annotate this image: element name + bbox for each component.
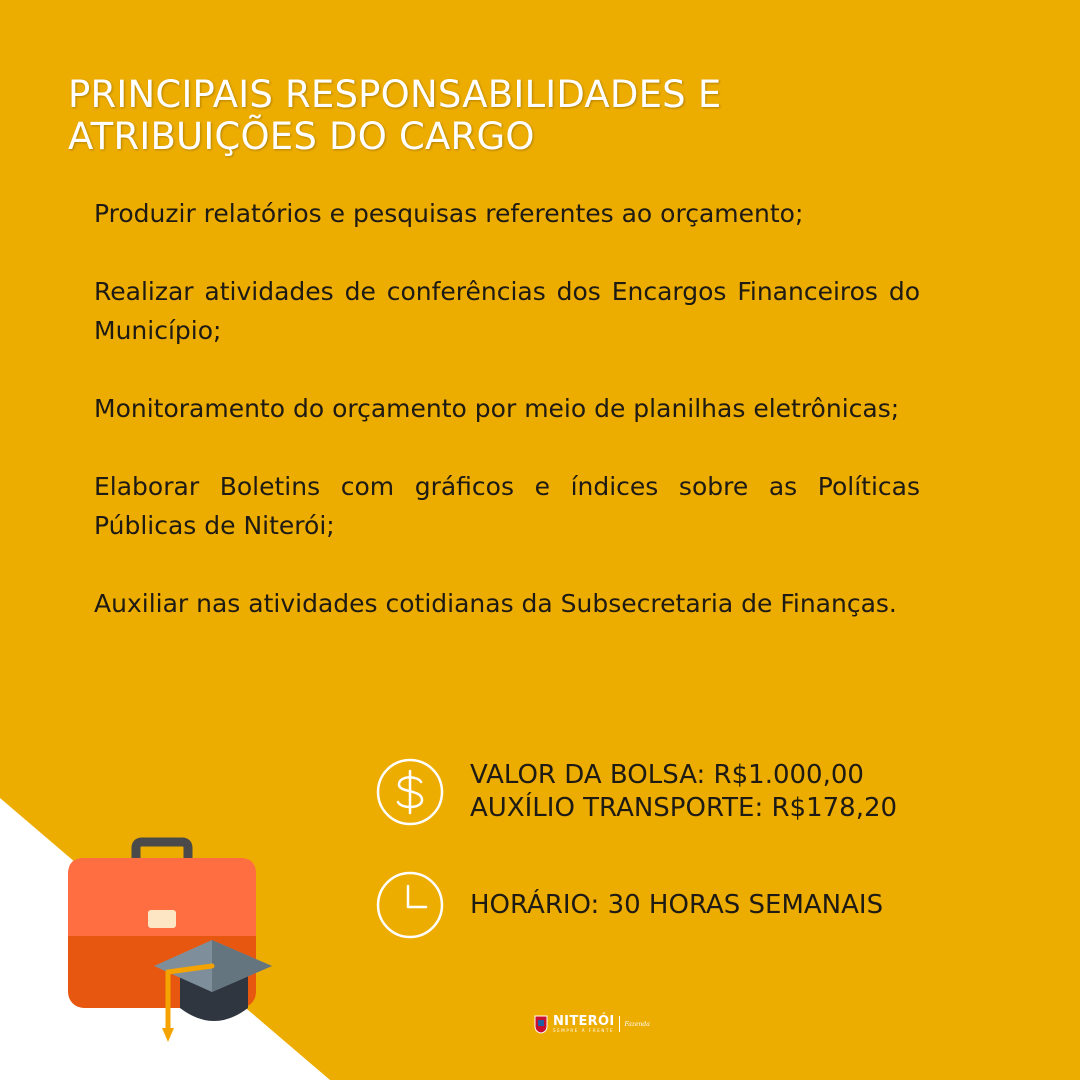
logo-wordmark	[553, 1015, 614, 1034]
title-line-2: ATRIBUIÇÕES DO CARGO	[68, 115, 535, 158]
schedule-hours: HORÁRIO: 30 HORAS SEMANAIS	[470, 889, 884, 920]
responsibility-item: Elaborar Boletins com gráficos e índices sobre as Políticas Públicas de Niterói;	[94, 472, 920, 540]
logo-tagline: SEMPRE À FRENTE	[553, 1027, 615, 1033]
schedule-text	[470, 889, 883, 922]
responsibility-item: Realizar atividades de conferências dos Encargos Financeiros do Município;	[94, 277, 920, 345]
transport-allowance: AUXÍLIO TRANSPORTE: R$178,20	[470, 793, 898, 823]
responsibility-item: Monitoramento do orçamento por meio de planilhas eletrônicas;	[94, 394, 900, 423]
responsibility-item: Produzir relatórios e pesquisas referentes ao orçamento;	[94, 199, 804, 228]
salary-info	[376, 758, 897, 826]
page-title	[68, 74, 968, 158]
responsibilities-list	[94, 194, 920, 662]
briefcase-graduation-illustration	[60, 836, 280, 1046]
title-line-1: PRINCIPAIS RESPONSABILIDADES E	[68, 73, 722, 116]
coat-of-arms-icon	[534, 1014, 548, 1034]
salary-text	[470, 759, 897, 825]
schedule-info	[376, 871, 883, 939]
logo-divider	[619, 1016, 620, 1032]
dollar-icon	[376, 758, 444, 826]
niteroi-logo	[534, 1014, 650, 1034]
scholarship-value: VALOR DA BOLSA: R$1.000,00	[470, 760, 864, 790]
responsibility-item: Auxiliar nas atividades cotidianas da Subsecretaria de Finanças.	[94, 589, 897, 618]
logo-department: Fazenda	[624, 1020, 650, 1028]
logo-name: NITERÓI	[553, 1013, 615, 1029]
clock-icon	[376, 871, 444, 939]
